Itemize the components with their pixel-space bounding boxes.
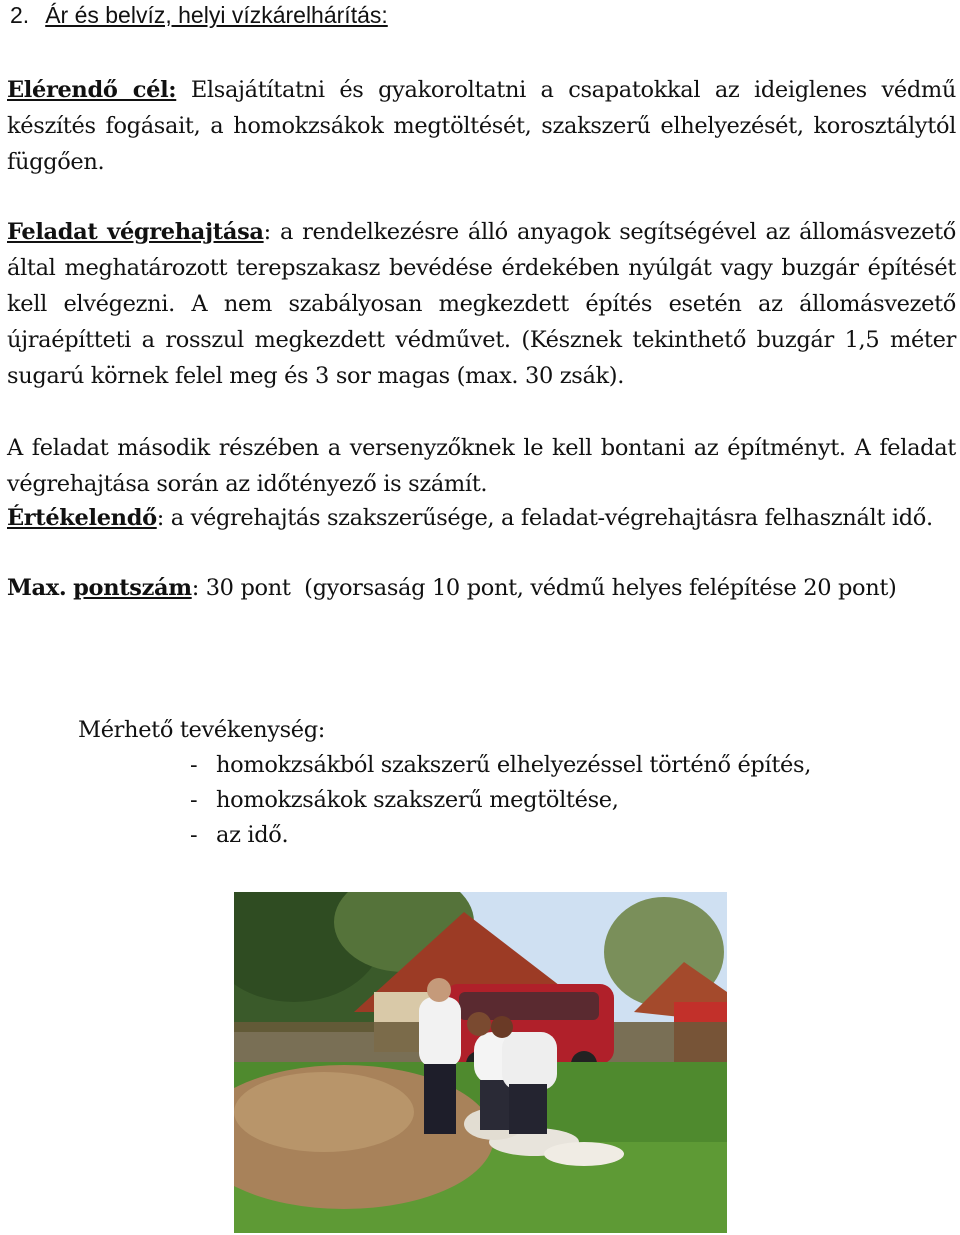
list-dash: - — [190, 822, 198, 848]
max-points-text: : 30 pont (gyorsaság 10 pont, védmű helyes felépítése 20 pont) — [191, 575, 897, 601]
measurable-list — [190, 748, 811, 853]
max-points-paragraph — [7, 570, 956, 606]
evaluated-text: : a végrehajtás szakszerűsége, a feladat-végrehajtásra felhasznált idő. — [156, 505, 933, 531]
max-label: Max. — [7, 575, 67, 601]
measurable-title: Mérhető tevékenység: — [78, 717, 326, 743]
section-heading — [10, 0, 388, 30]
evaluated-paragraph — [7, 500, 956, 536]
section-number: 2. — [10, 2, 30, 28]
list-item — [190, 818, 811, 853]
list-item — [190, 748, 811, 783]
task-second-text: A feladat második részében a versenyzőknek le kell bontani az építményt. A feladat végrehajtása során az időtényező is számít. — [7, 435, 956, 497]
evaluated-label: Értékelendő — [7, 505, 157, 531]
list-item-text: homokzsákból szakszerű elhelyezéssel történő építés, — [216, 752, 811, 778]
sand-pile-top — [234, 1072, 414, 1152]
list-item-text: az idő. — [216, 822, 289, 848]
task-label: Feladat végrehajtása — [7, 219, 264, 245]
goal-paragraph — [7, 72, 956, 180]
person-left — [419, 978, 461, 1134]
section-title: Ár és belvíz, helyi vízkárelhárítás: — [45, 2, 388, 28]
list-dash: - — [190, 752, 198, 778]
list-item-text: homokzsákok szakszerű megtöltése, — [216, 787, 619, 813]
goal-label: Elérendő cél: — [7, 77, 177, 103]
task-second-paragraph — [7, 430, 956, 502]
sandbag-photo — [234, 892, 727, 1233]
goal-text: Elsajátítatni és gyakoroltatni a csapatokkal az ideiglenes védmű készítés fogásait, a homokzsákok megtöltését, szakszerű elhelyezését, korosztálytól függően. — [7, 77, 957, 175]
task-paragraph — [7, 214, 956, 394]
task-text: : a rendelkezésre álló anyagok segítségével az állomásvezető által meghatározott terepszakasz bevédése érdekében nyúlgát vagy buzgár építését kell elvégezni. A nem szabályosan megkezdett építés esetén az állomásvezető újraépítteti a rosszul megkezdett védművet. (Késznek tekinthető buzgár 1,5 méter sugarú körnek felel meg és 3 sor magas (max. 30 zsák). — [7, 219, 957, 389]
sandbag — [544, 1142, 624, 1166]
points-label: pontszám — [73, 575, 192, 601]
sandbag-photo-illustration — [234, 892, 727, 1233]
list-dash: - — [190, 787, 198, 813]
list-item — [190, 783, 811, 818]
